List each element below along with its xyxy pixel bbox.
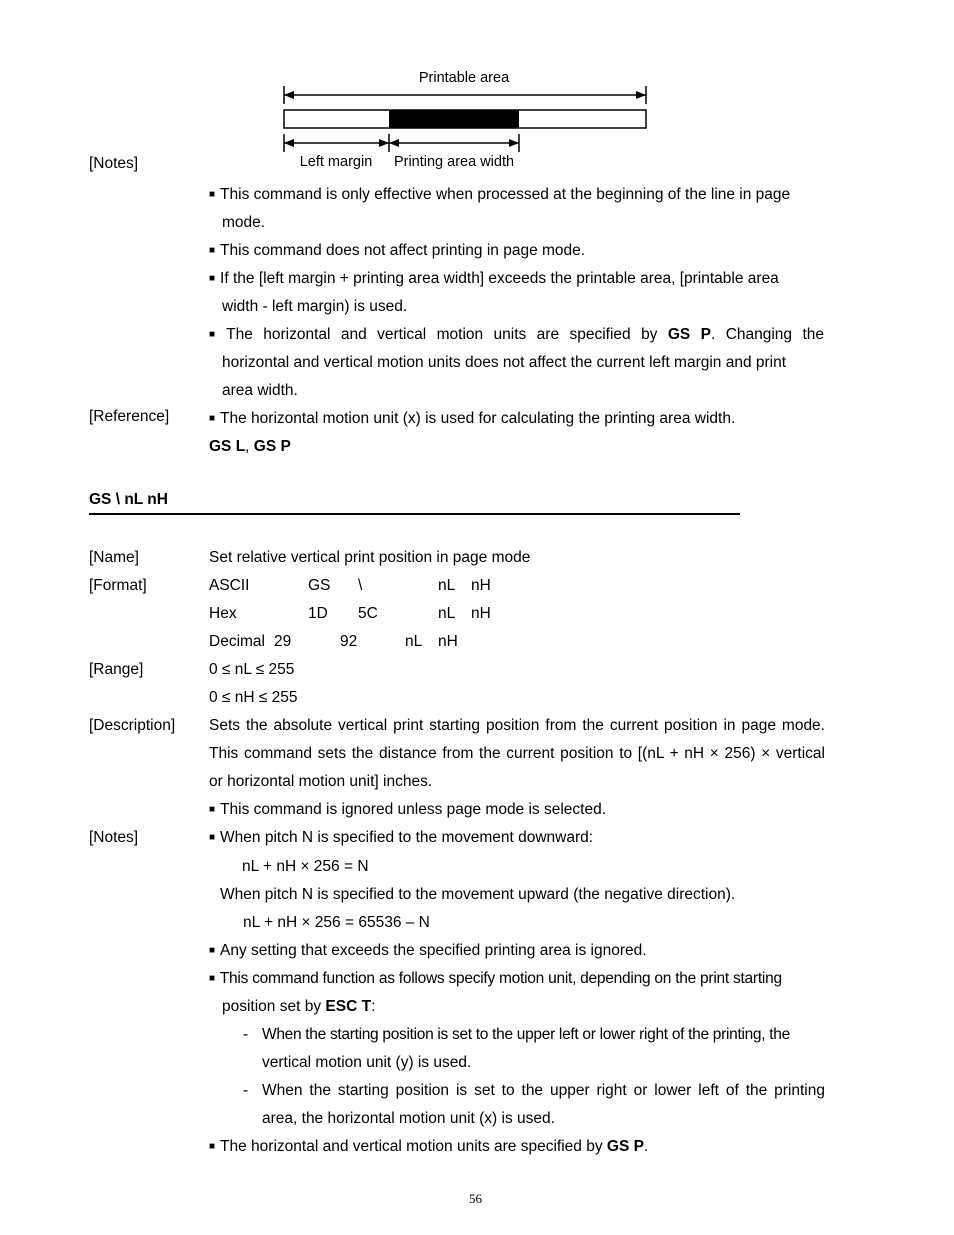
format-hex-2: 5C — [358, 605, 378, 622]
case-upper-left-line-2: vertical motion unit (y) is used. — [262, 1054, 472, 1071]
left-margin-label: Left margin — [299, 154, 373, 170]
case-upper-right-line-2: area, the horizontal motion unit (x) is used. — [262, 1110, 555, 1127]
case-upper-right-line-1: When the starting position is set to the upper right or lower left of the printing — [262, 1082, 825, 1099]
notes-label: [Notes] — [89, 155, 139, 172]
command-heading: GS \ nL nH — [89, 491, 168, 508]
note-3-line-1: ■ If the [left margin + printing area width] exceeds the printable area, [printable area — [209, 270, 779, 287]
dash: - — [243, 1082, 249, 1099]
bullet: ■ — [209, 973, 215, 984]
margin-diagram-svg — [278, 66, 658, 176]
note-4-line-2: horizontal and vertical motion units does not affect the current left margin and print — [222, 354, 787, 371]
formula-upward: nL + nH × 256 = 65536 – N — [243, 914, 430, 931]
printing-area-width-label: Printing area width — [393, 154, 515, 170]
note-gs-p: ■ The horizontal and vertical motion units are specified by GS P. — [209, 1138, 649, 1155]
reference-note: ■ The horizontal motion unit (x) is used for calculating the printing area width. — [209, 410, 736, 427]
bullet: ■ — [209, 329, 222, 340]
reference-label: [Reference] — [89, 408, 170, 425]
heading-rule — [89, 513, 740, 515]
page-number: 56 — [469, 1191, 482, 1206]
format-hex-3: nL — [438, 605, 456, 622]
format-label: [Format] — [89, 577, 147, 594]
range-nl: 0 ≤ nL ≤ 255 — [209, 661, 295, 678]
dash: - — [243, 1026, 249, 1043]
printable-area-diagram — [278, 66, 658, 181]
format-decimal-label: Decimal — [209, 633, 265, 650]
format-ascii-4: nH — [471, 577, 491, 594]
note-1-line-2: mode. — [222, 214, 266, 231]
bullet: ■ — [209, 1141, 216, 1152]
note-1-line-1: ■ This command is only effective when processed at the beginning of the line in page — [209, 186, 791, 203]
note-4-line-3: area width. — [222, 382, 298, 399]
bullet: ■ — [209, 273, 216, 284]
printing-area-fill — [389, 110, 519, 128]
name-label: [Name] — [89, 549, 139, 566]
note-upward: When pitch N is specified to the movement upward (the negative direction). — [220, 886, 736, 903]
bullet: ■ — [209, 804, 216, 815]
bullet: ■ — [209, 832, 216, 843]
notes-label-2: [Notes] — [89, 829, 139, 846]
description-label: [Description] — [89, 717, 176, 734]
description-line-1: Sets the absolute vertical print starting position from the current position in page mode. — [209, 717, 825, 734]
format-ascii-2: \ — [358, 577, 363, 594]
format-decimal-2: 92 — [340, 633, 358, 650]
note-2: ■ This command does not affect printing in page mode. — [209, 242, 586, 259]
format-hex-1: 1D — [308, 605, 328, 622]
bullet: ■ — [209, 189, 216, 200]
description-line-3: or horizontal motion unit] inches. — [209, 773, 433, 790]
command-name: Set relative vertical print position in page mode — [209, 549, 531, 566]
note-4-line-1: ■ The horizontal and vertical motion units are specified by GS P. Changing the — [209, 326, 825, 343]
format-decimal-3: nL — [405, 633, 423, 650]
bullet: ■ — [209, 245, 216, 256]
bullet: ■ — [209, 413, 216, 424]
format-ascii-1: GS — [308, 577, 331, 594]
printable-area-label: Printable area — [418, 70, 510, 86]
reference-commands: GS L, GS P — [209, 438, 291, 455]
note-3-line-2: width - left margin) is used. — [222, 298, 408, 315]
format-ascii-label: ASCII — [209, 577, 250, 594]
description-line-2: This command sets the distance from the current position to [(nL + nH × 256) × vertical — [209, 745, 825, 762]
format-hex-label: Hex — [209, 605, 237, 622]
format-decimal-4: nH — [438, 633, 458, 650]
format-hex-4: nH — [471, 605, 491, 622]
case-upper-left-line-1: When the starting position is set to the upper left or lower right of the printing, the — [262, 1026, 790, 1043]
description-note: ■ This command is ignored unless page mode is selected. — [209, 801, 607, 818]
formula-downward: nL + nH × 256 = N — [242, 858, 369, 875]
range-label: [Range] — [89, 661, 144, 678]
format-ascii-3: nL — [438, 577, 456, 594]
note-motion-unit-line-1: ■ This command function as follows specify motion unit, depending on the print starting — [209, 970, 782, 987]
format-decimal-1: 29 — [274, 633, 292, 650]
bullet: ■ — [209, 945, 216, 956]
range-nh: 0 ≤ nH ≤ 255 — [209, 689, 298, 706]
note-downward: ■ When pitch N is specified to the movement downward: — [209, 829, 594, 846]
note-motion-unit-line-2: position set by ESC T: — [222, 998, 376, 1015]
note-ignored: ■ Any setting that exceeds the specified printing area is ignored. — [209, 942, 647, 959]
